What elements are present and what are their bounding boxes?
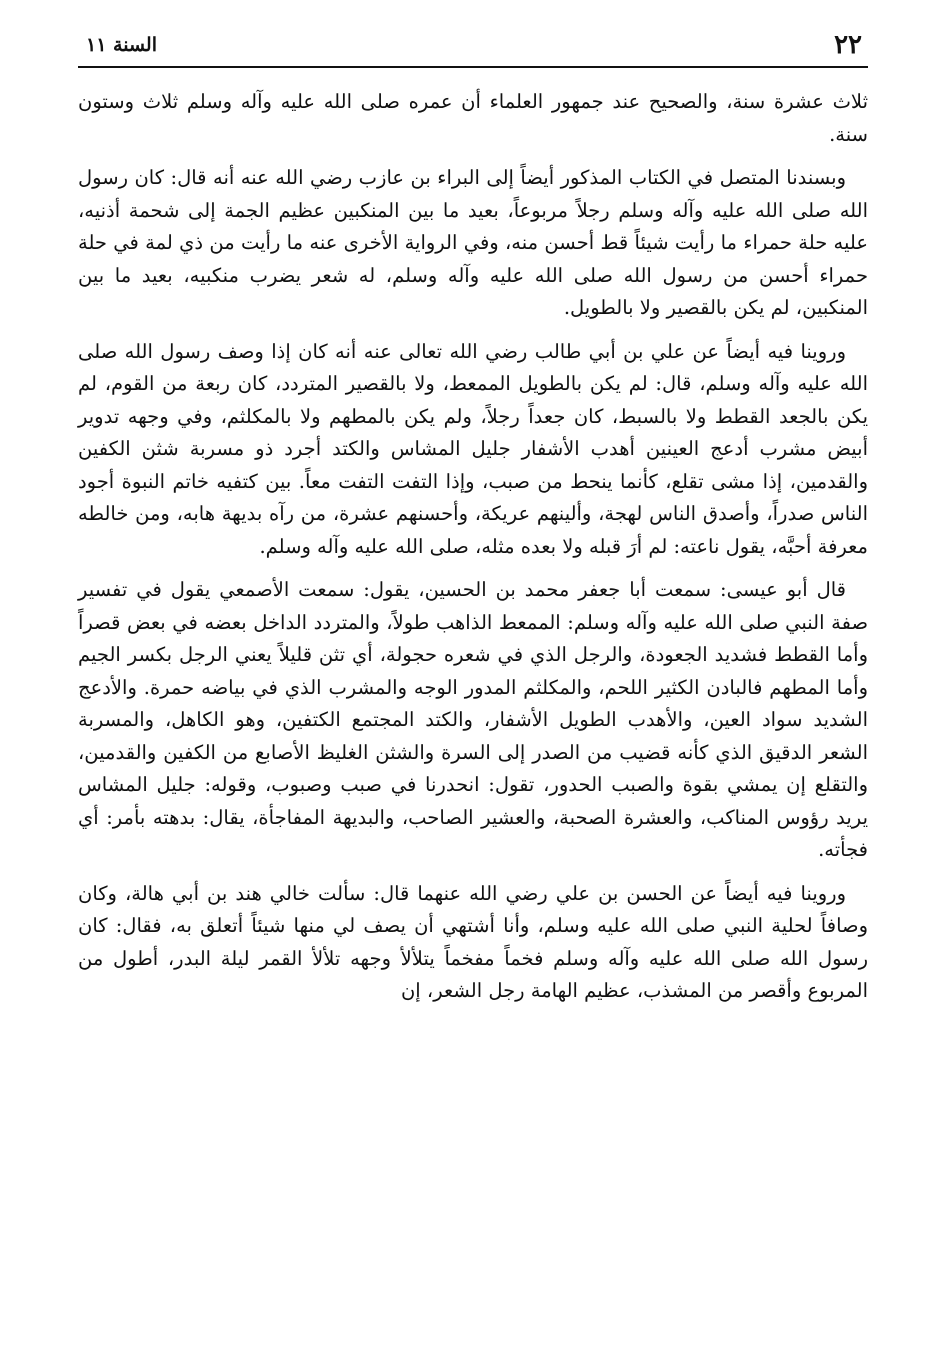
paragraph: وروينا فيه أيضاً عن الحسن بن علي رضي الله عنهما قال: سألت خالي هند بن أبي هالة، وكان وصافاً لحلية النبي صلى الله عليه وسلم، وأنا أشتهي أن يصف لي منها شيئاً أتعلق به، فقال: كان رسول الله صلى الله عليه وآله وسلم فخماً مفخماً يتلألأ وجهه تلألأ القمر ليلة البدر، أطول من المربوع وأقصر من المشذب، عظيم الهامة رجل الشعر، إن — [78, 881, 868, 1002]
main-text — [78, 86, 868, 1019]
page-header — [78, 30, 868, 68]
running-title: السنة ١١ — [86, 34, 157, 56]
paragraph: وروينا فيه أيضاً عن علي بن أبي طالب رضي الله تعالى عنه أنه كان إذا وصف رسول الله صلى الله عليه وآله وسلم، قال: لم يكن بالطويل الممعط، ولا بالقصير المتردد، كان ربعة من القوم، لم يكن بالجعد القطط ولا بالسبط، كان جعداً رجلاً، ولم يكن بالمطهم ولا بالمكلثم، وفي وجهه تدوير أبيض مشرب أدعج العينين أهدب الأشفار جليل المشاس والكتد أجرد ذو مسربة شثن الكفين والقدمين، إذا مشى تقلع، كأنما ينحط من صبب، وإذا التفت التفت معاً. بين كتفيه خاتم النبوة أجود الناس صدراً، وأصدق الناس لهجة، وألينهم عريكة، وأحسنهم عشرة، من رآه بديهة هابه، ومن خالطه معرفة أحبَّه، يقول ناعته: لم أرَ قبله ولا بعده مثله، صلى الله عليه وآله وسلم. — [78, 339, 868, 558]
page-number: ٢٢ — [834, 30, 862, 60]
paragraph: ثلاث عشرة سنة، والصحيح عند جمهور العلماء أن عمره صلى الله عليه وآله وسلم ثلاث وستون سنة. — [78, 90, 868, 146]
paragraph: قال أبو عيسى: سمعت أبا جعفر محمد بن الحسين، يقول: سمعت الأصمعي يقول في تفسير صفة النبي صلى الله عليه وآله وسلم: الممعط الذاهب طولاً، والمتردد الداخل بعضه في بعض قصراً وأما القطط فشديد الجعودة، والرجل الذي في شعره حجولة، أي تثن قليلاً يعني الرجل بكسر الجيم وأما المطهم فالبادن الكثير اللحم، والمكلثم المدور الوجه والمشرب الذي في بياضه حمرة. والأدعج الشديد سواد العين، والأهدب الطويل الأشفار، والكتد المجتمع الكتفين، وهو الكاهل، والمسربة الشعر الدقيق الذي كأنه قضيب من الصدر إلى السرة والشثن الغليظ الأصابع من الكفين والقدمين، والتقلع إن يمشي بقوة والصبب الحدور، تقول: انحدرنا في صبب وصبوب، وقوله: جليل المشاس يريد رؤوس المناكب، والعشرة الصحبة، والعشير الصاحب، والبديهة المفاجأة، يقال: بدهته بأمر: أي فجأته. — [78, 578, 868, 861]
paragraph: وبسندنا المتصل في الكتاب المذكور أيضاً إلى البراء بن عازب رضي الله عنه أنه قال: كان رسول الله صلى الله عليه وآله وسلم رجلاً مربوعاً، بعيد ما بين المنكبين عظيم الجمة إلى شحمة أذنيه، عليه حلة حمراء ما رأيت شيئاً قط أحسن منه، وفي الرواية الأخرى عنه ما رأيت من ذي لمة في حلة حمراء أحسن من رسول الله صلى الله عليه وآله وسلم، له شعر يضرب منكبيه، بعيد ما بين المنكبين، لم يكن بالقصير ولا بالطويل. — [78, 166, 868, 319]
